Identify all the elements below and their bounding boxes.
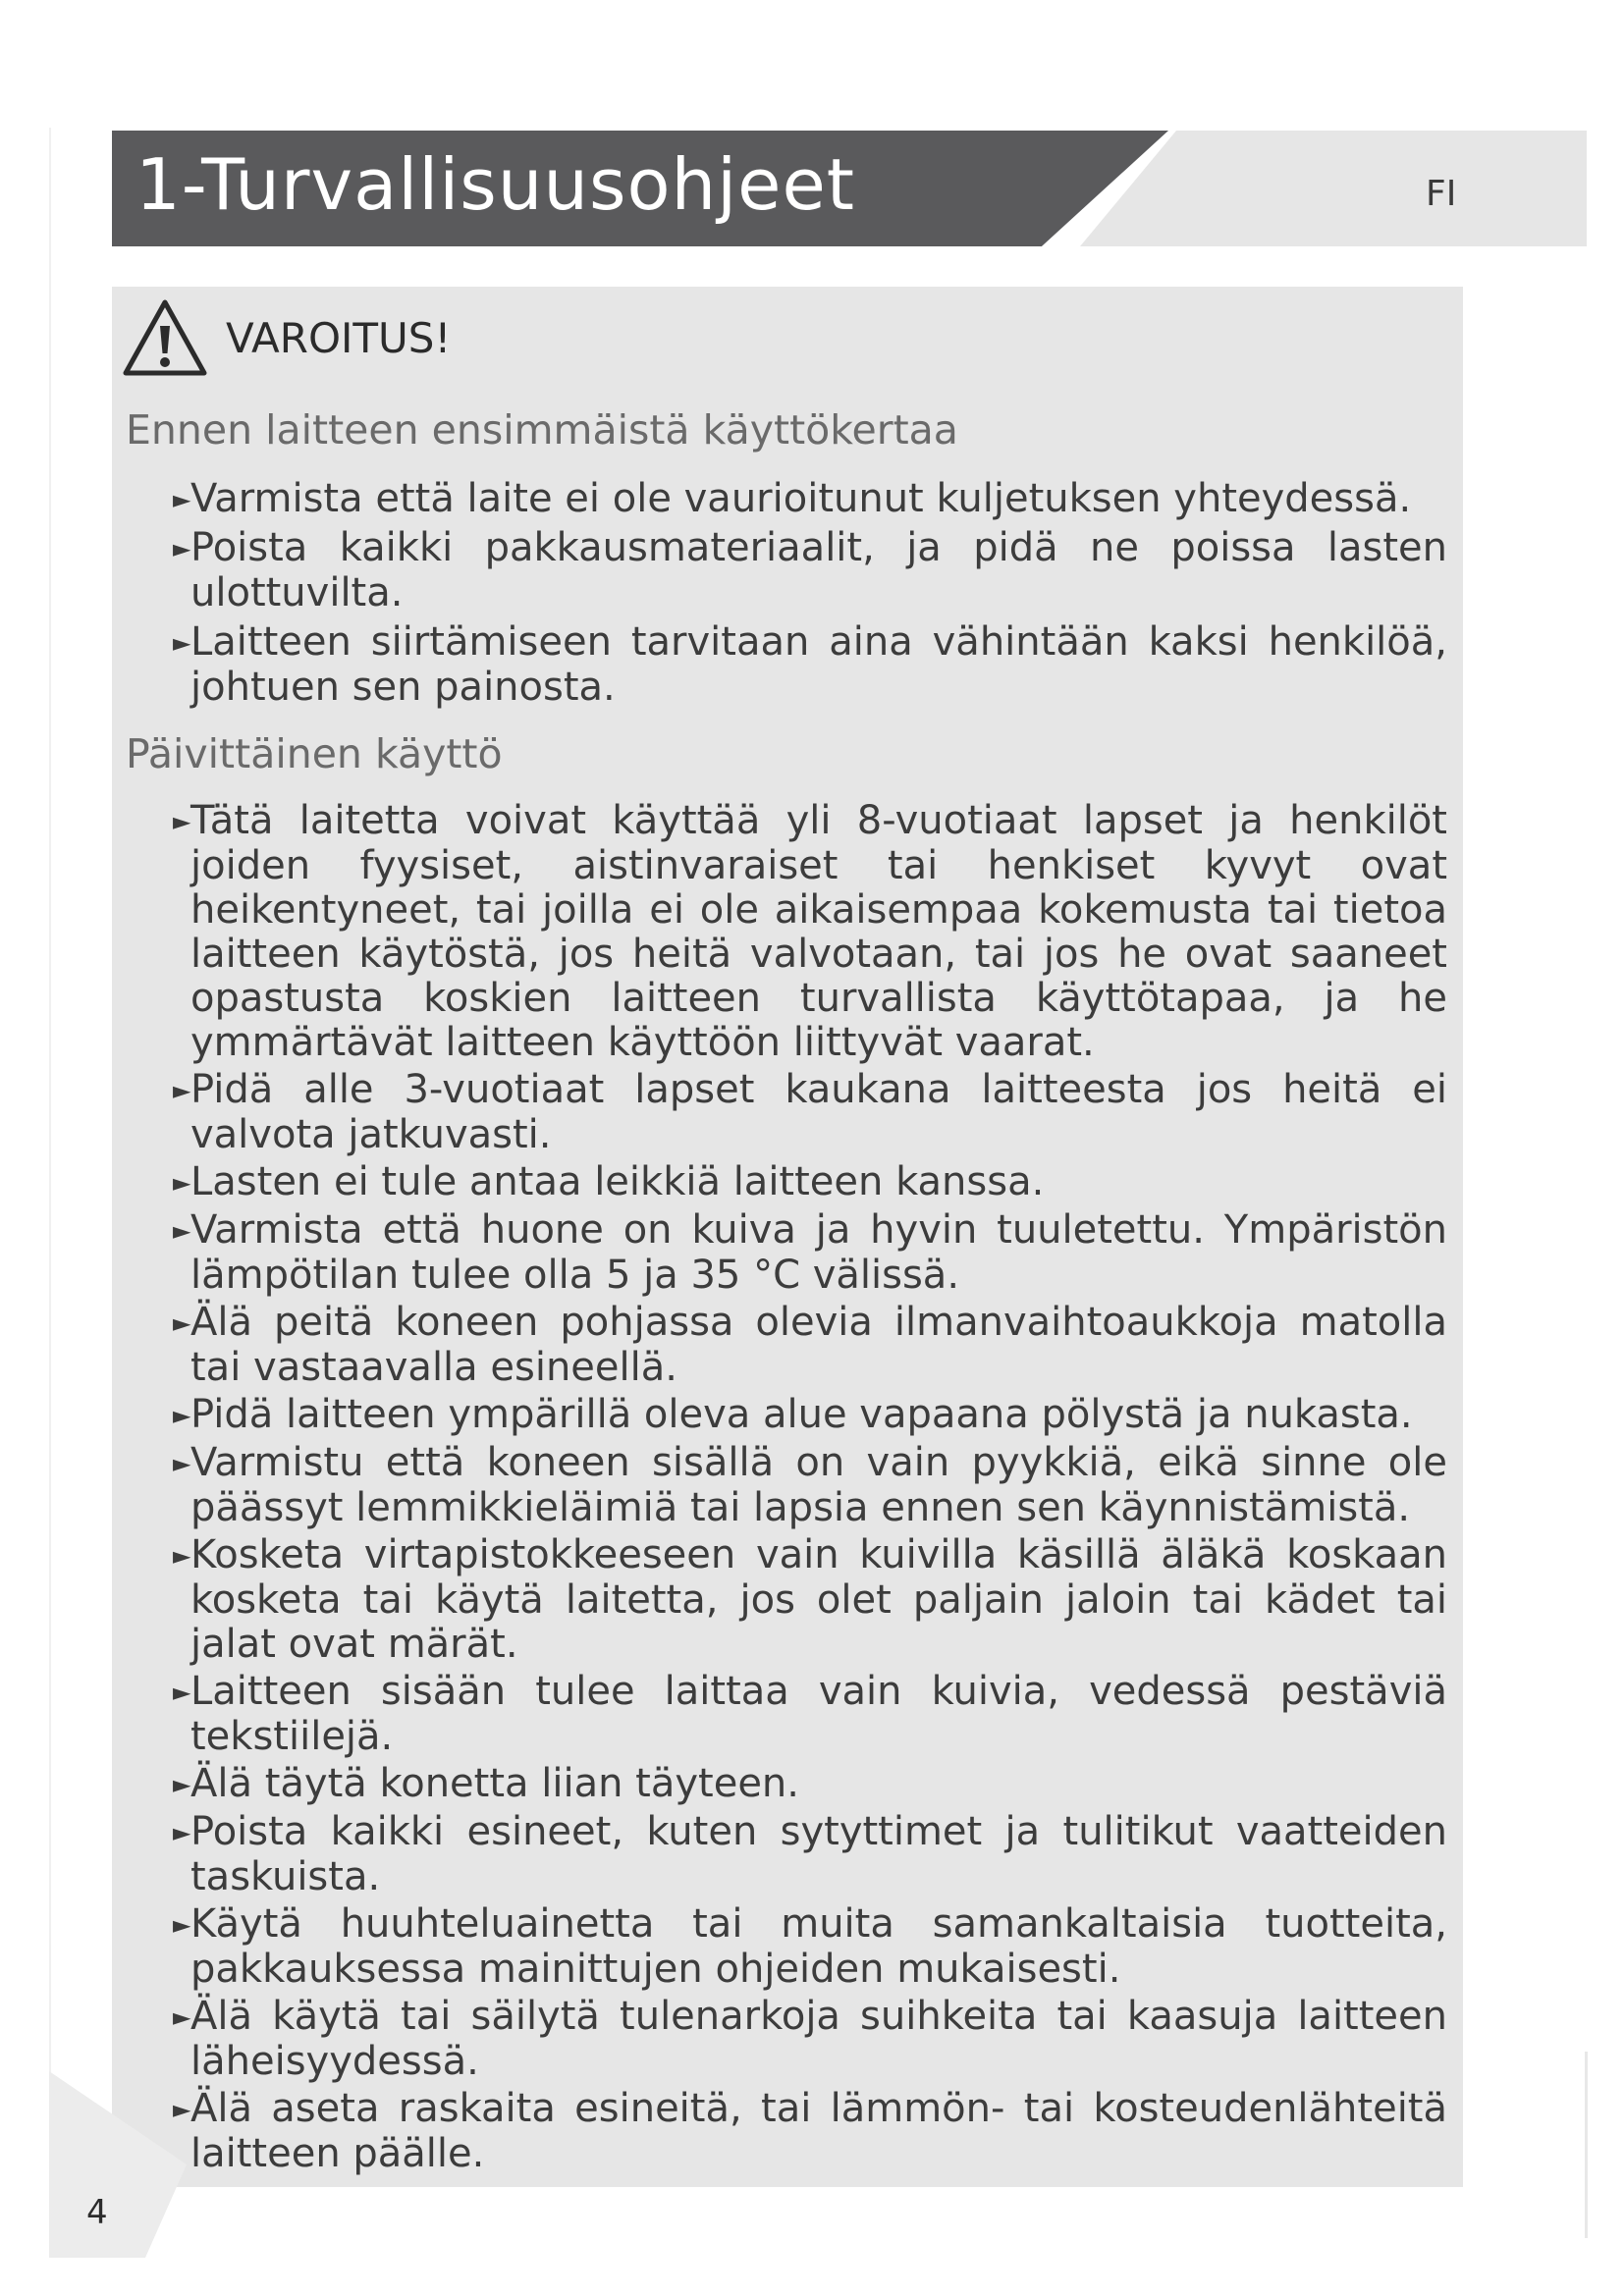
list-item: ►Poista kaikki pakkausmateriaalit, ja pidä ne poissa lasten ulottuvilta. bbox=[173, 525, 1447, 615]
bullet-arrow-icon: ► bbox=[173, 535, 191, 562]
warning-triangle-icon bbox=[120, 296, 210, 379]
bullet-arrow-icon: ► bbox=[173, 1077, 191, 1104]
list-item: ►Pidä alle 3-vuotiaat lapset kaukana laitteesta jos heitä ei valvota jatkuvasti. bbox=[173, 1067, 1447, 1157]
page-number: 4 bbox=[86, 2193, 108, 2232]
page-left-edge bbox=[49, 128, 51, 2228]
bullet-arrow-icon: ► bbox=[173, 1542, 191, 1570]
list-item: ►Älä täytä konetta liian täyteen. bbox=[173, 1761, 799, 1806]
bullet-arrow-icon: ► bbox=[173, 1402, 191, 1429]
list-item: ►Varmistu että koneen sisällä on vain pyykkiä, eikä sinne ole päässyt lemmikkieläimiä tai lapsia ennen sen käynnistämistä. bbox=[173, 1440, 1447, 1530]
list-first-use bbox=[173, 477, 1447, 710]
bullet-arrow-icon: ► bbox=[173, 1771, 191, 1798]
list-item: ►Pidä laitteen ympärillä oleva alue vapaana pölystä ja nukasta. bbox=[173, 1392, 1413, 1437]
list-daily-use bbox=[173, 799, 1447, 2176]
bullet-arrow-icon: ► bbox=[173, 1169, 191, 1197]
bullet-arrow-icon: ► bbox=[173, 629, 191, 657]
list-item: ►Käytä huuhteluainetta tai muita samankaltaisia tuotteita, pakkauksessa mainittujen ohjeiden mukaisesti. bbox=[173, 1901, 1447, 1992]
list-item: ►Älä peitä koneen pohjassa olevia ilmanvaihtoaukkoja matolla tai vastaavalla esineellä. bbox=[173, 1300, 1447, 1390]
bullet-arrow-icon: ► bbox=[173, 2003, 191, 2031]
bullet-arrow-icon: ► bbox=[173, 1450, 191, 1477]
bullet-arrow-icon: ► bbox=[173, 808, 191, 835]
bullet-arrow-icon: ► bbox=[173, 1217, 191, 1245]
list-item: ►Kosketa virtapistokkeeseen vain kuivilla käsillä äläkä koskaan kosketa tai käytä laitetta, jos olet paljain jaloin tai kädet tai jalat ovat märät. bbox=[173, 1532, 1447, 1667]
bullet-arrow-icon: ► bbox=[173, 1309, 191, 1337]
list-item: ►Laitteen sisään tulee laittaa vain kuivia, vedessä pestäviä tekstiilejä. bbox=[173, 1669, 1447, 1759]
list-item: ►Tätä laitetta voivat käyttää yli 8-vuotiaat lapset ja henkilöt joiden fyysiset, aistinvaraiset tai henkiset kyvyt ovat heikentyneet, tai joilla ei ole aikaisempaa kokemusta tai tietoa laitteen käytöstä, jos heitä valvotaan, tai jos he ovat saaneet opastusta koskien laitteen turvallista käyttötapaa, ja he ymmärtävät laitteen käyttöön liittyvät vaarat. bbox=[173, 798, 1447, 1065]
section-heading-first-use: Ennen laitteen ensimmäistä käyttökertaa bbox=[126, 406, 958, 454]
list-item: ►Laitteen siirtämiseen tarvitaan aina vähintään kaksi henkilöä, johtuen sen painosta. bbox=[173, 619, 1447, 710]
page-right-edge bbox=[1585, 2052, 1588, 2238]
language-code: FI bbox=[1426, 174, 1457, 214]
warning-label: VAROITUS! bbox=[226, 314, 452, 362]
section-heading-daily-use: Päivittäinen käyttö bbox=[126, 730, 503, 777]
bullet-arrow-icon: ► bbox=[173, 1679, 191, 1706]
list-item: ►Poista kaikki esineet, kuten sytyttimet ja tulitikut vaatteiden taskuista. bbox=[173, 1809, 1447, 1899]
bullet-arrow-icon: ► bbox=[173, 2096, 191, 2123]
bullet-arrow-icon: ► bbox=[173, 1819, 191, 1846]
bullet-arrow-icon: ► bbox=[173, 1911, 191, 1939]
list-item: ►Älä aseta raskaita esineitä, tai lämmön- tai kosteudenlähteitä laitteen päälle. bbox=[173, 2086, 1447, 2176]
list-item: ►Varmista että huone on kuiva ja hyvin tuuletettu. Ympäristön lämpötilan tulee olla 5 ja 35 °C välissä. bbox=[173, 1207, 1447, 1298]
bullet-arrow-icon: ► bbox=[173, 486, 191, 513]
page-title: 1-Turvallisuusohjeet bbox=[135, 143, 856, 226]
list-item: ►Varmista että laite ei ole vaurioitunut kuljetuksen yhteydessä. bbox=[173, 476, 1412, 521]
list-item: ►Lasten ei tule antaa leikkiä laitteen kanssa. bbox=[173, 1159, 1045, 1204]
list-item: ►Älä käytä tai säilytä tulenarkoja suihkeita tai kaasuja laitteen läheisyydessä. bbox=[173, 1994, 1447, 2084]
language-tab bbox=[1080, 131, 1587, 246]
